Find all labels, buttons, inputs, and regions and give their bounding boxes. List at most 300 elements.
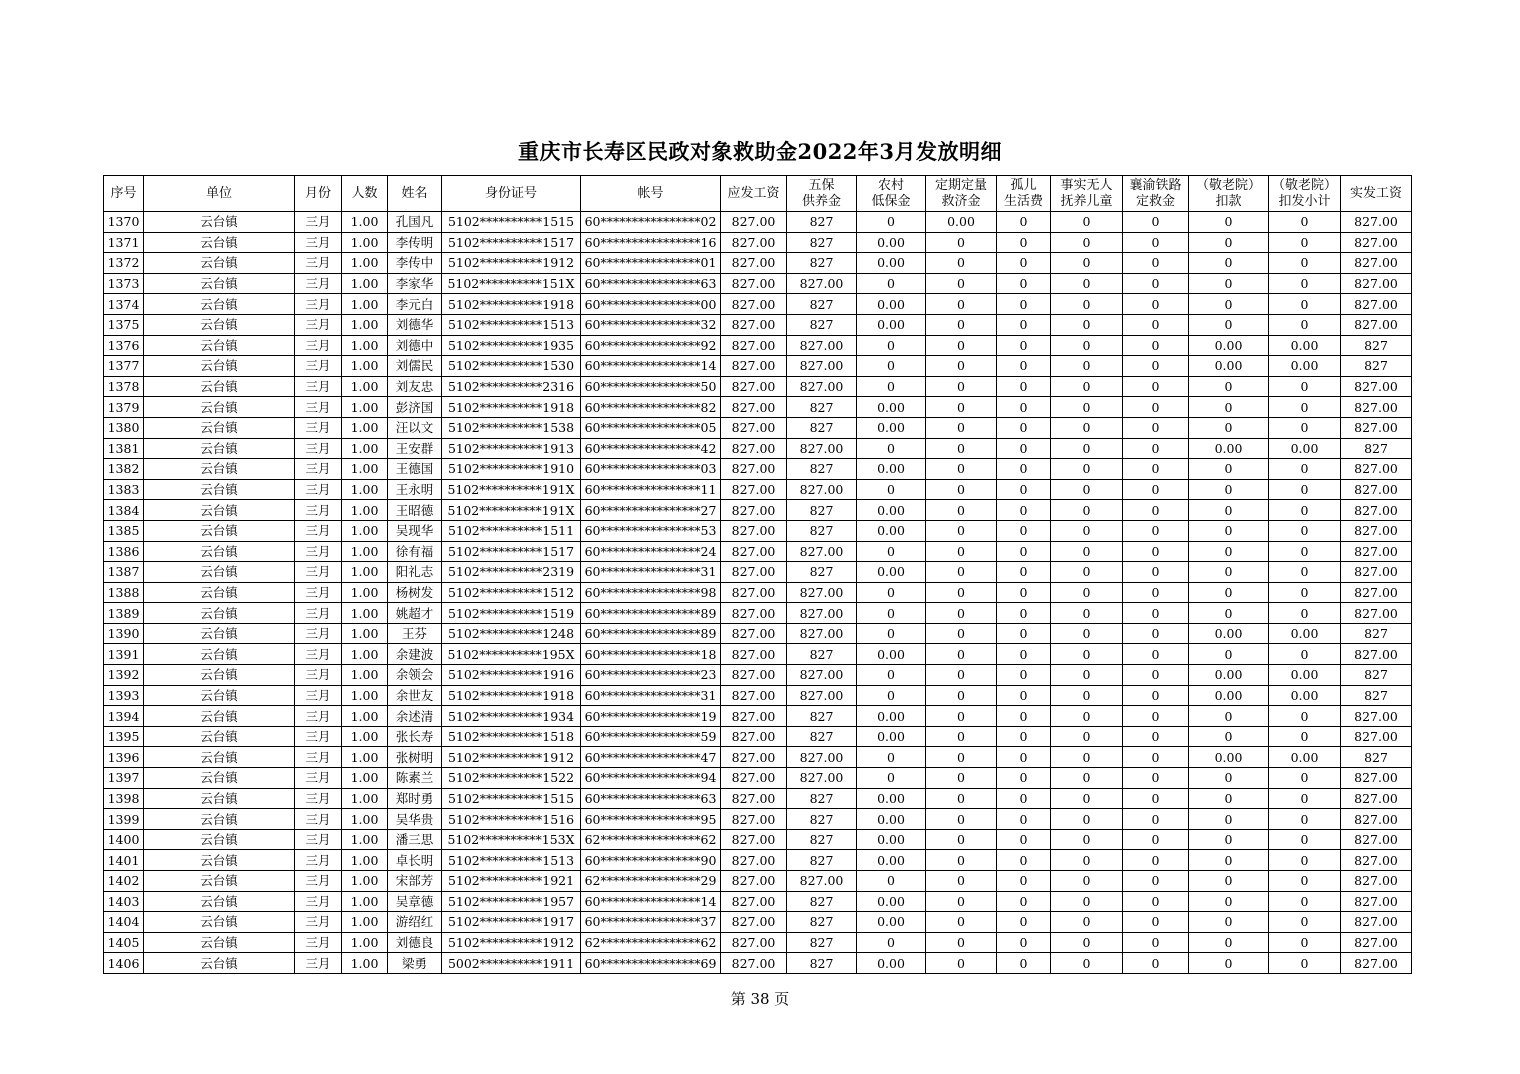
table-cell: 0: [1123, 479, 1189, 500]
table-row: [104, 273, 1412, 294]
table-cell: 827: [787, 520, 857, 541]
table-cell: 0: [926, 747, 997, 768]
table-cell: 0.00: [857, 314, 926, 335]
table-cell: 0: [1123, 438, 1189, 459]
table-cell: 827.00: [721, 850, 787, 871]
table-cell: 0: [997, 768, 1051, 789]
table-cell: 0: [1051, 562, 1123, 583]
table-row: [104, 232, 1412, 253]
table-cell: 60****************18: [581, 644, 721, 665]
column-header: [342, 176, 388, 212]
table-cell: 1370: [104, 212, 144, 233]
table-cell: 0: [1123, 397, 1189, 418]
table-cell: 60****************50: [581, 376, 721, 397]
column-header-line: 供养金: [801, 193, 841, 209]
table-cell: 0.00: [1269, 685, 1341, 706]
table-row: [104, 356, 1412, 377]
table-cell: 62****************62: [581, 932, 721, 953]
table-cell: 0.00: [1269, 747, 1341, 768]
table-cell: 5102**********1538: [442, 417, 581, 438]
table-cell: 60****************19: [581, 706, 721, 727]
table-cell: 0.00: [926, 212, 997, 233]
table-cell: 0.00: [857, 788, 926, 809]
table-cell: 60****************89: [581, 623, 721, 644]
table-cell: 5102**********1517: [442, 232, 581, 253]
table-cell: 1.00: [342, 788, 388, 809]
table-row: [104, 809, 1412, 830]
table-cell: 0: [1189, 253, 1269, 274]
table-cell: 60****************53: [581, 520, 721, 541]
table-cell: 0: [926, 623, 997, 644]
table-cell: 0: [1123, 644, 1189, 665]
table-cell: 827.00: [787, 747, 857, 768]
column-header: [295, 176, 342, 212]
table-cell: 0: [1189, 891, 1269, 912]
table-row: [104, 212, 1412, 233]
table-cell: 0: [1051, 459, 1123, 480]
table-cell: 云台镇: [144, 314, 295, 335]
table-cell: 0: [926, 459, 997, 480]
table-cell: 60****************69: [581, 953, 721, 974]
table-row: [104, 479, 1412, 500]
table-cell: 827.00: [721, 685, 787, 706]
table-cell: 0: [926, 314, 997, 335]
table-cell: 1.00: [342, 541, 388, 562]
table-cell: 0: [926, 520, 997, 541]
table-cell: 三月: [295, 644, 342, 665]
table-cell: 0: [926, 788, 997, 809]
table-cell: 827.00: [787, 623, 857, 644]
column-header-line: 序号: [110, 186, 137, 201]
table-cell: 827.00: [1341, 768, 1412, 789]
table-cell: 60****************01: [581, 253, 721, 274]
table-cell: 827: [787, 562, 857, 583]
table-row: [104, 541, 1412, 562]
table-cell: 0: [926, 706, 997, 727]
column-header-line: 定救金: [1135, 193, 1175, 209]
table-cell: 827.00: [1341, 891, 1412, 912]
table-cell: 云台镇: [144, 850, 295, 871]
table-cell: 0: [857, 623, 926, 644]
table-cell: 1393: [104, 685, 144, 706]
table-cell: 0.00: [857, 417, 926, 438]
table-cell: 0.00: [857, 891, 926, 912]
table-cell: 0: [1123, 520, 1189, 541]
table-cell: 827.00: [721, 335, 787, 356]
table-cell: 云台镇: [144, 747, 295, 768]
table-cell: 0: [997, 644, 1051, 665]
table-cell: 60****************24: [581, 541, 721, 562]
table-cell: 0: [1123, 417, 1189, 438]
table-cell: 三月: [295, 541, 342, 562]
table-cell: 1382: [104, 459, 144, 480]
table-cell: 0: [926, 809, 997, 830]
table-cell: 827.00: [1341, 273, 1412, 294]
table-cell: 827.00: [721, 397, 787, 418]
table-cell: 827.00: [1341, 562, 1412, 583]
table-cell: 0: [1269, 850, 1341, 871]
table-cell: 827: [787, 953, 857, 974]
table-cell: 1406: [104, 953, 144, 974]
table-cell: 三月: [295, 912, 342, 933]
table-cell: 0: [997, 541, 1051, 562]
table-cell: 1405: [104, 932, 144, 953]
column-header-line: 襄渝铁路: [1129, 177, 1182, 193]
table-cell: 游绍红: [388, 912, 442, 933]
table-cell: 0: [926, 726, 997, 747]
column-header-line: 扣发小计: [1278, 193, 1331, 209]
table-cell: 0: [926, 294, 997, 315]
table-cell: 0.00: [857, 562, 926, 583]
table-cell: 三月: [295, 294, 342, 315]
table-cell: 827.00: [1341, 809, 1412, 830]
table-cell: 5102**********1522: [442, 768, 581, 789]
table-cell: 云台镇: [144, 644, 295, 665]
table-cell: 1403: [104, 891, 144, 912]
table-cell: 1.00: [342, 809, 388, 830]
page-number: 第 38 页: [730, 990, 790, 1008]
table-cell: 刘德中: [388, 335, 442, 356]
table-cell: 0: [1051, 417, 1123, 438]
table-row: [104, 314, 1412, 335]
table-cell: 0: [1189, 273, 1269, 294]
table-cell: 1385: [104, 520, 144, 541]
table-row: [104, 665, 1412, 686]
table-cell: 0: [1051, 314, 1123, 335]
table-cell: 三月: [295, 768, 342, 789]
table-cell: 0: [926, 871, 997, 892]
table-cell: 827.00: [787, 479, 857, 500]
table-row: [104, 397, 1412, 418]
table-cell: 0: [1051, 706, 1123, 727]
table-cell: 827.00: [787, 541, 857, 562]
table-cell: 0: [1051, 623, 1123, 644]
table-cell: 0: [1123, 932, 1189, 953]
table-cell: 827.00: [721, 747, 787, 768]
table-cell: 5102**********2319: [442, 562, 581, 583]
table-cell: 0.00: [857, 500, 926, 521]
table-row: [104, 850, 1412, 871]
table-cell: 0.00: [1269, 335, 1341, 356]
table-cell: 827.00: [721, 582, 787, 603]
table-cell: 0: [997, 397, 1051, 418]
table-cell: 0: [1123, 623, 1189, 644]
table-cell: 827.00: [1341, 932, 1412, 953]
table-cell: 0: [926, 644, 997, 665]
table-cell: 827: [787, 644, 857, 665]
table-cell: 0: [926, 768, 997, 789]
table-cell: 1379: [104, 397, 144, 418]
table-cell: 1.00: [342, 417, 388, 438]
table-cell: 0: [926, 273, 997, 294]
table-cell: 1.00: [342, 665, 388, 686]
table-cell: 5102**********151X: [442, 273, 581, 294]
table-cell: 0: [1051, 726, 1123, 747]
table-cell: 827: [787, 253, 857, 274]
table-cell: 62****************62: [581, 829, 721, 850]
table-cell: 827: [787, 314, 857, 335]
table-cell: 0: [1051, 685, 1123, 706]
table-cell: 60****************63: [581, 788, 721, 809]
table-cell: 三月: [295, 520, 342, 541]
table-cell: 5102**********1913: [442, 438, 581, 459]
table-cell: 0: [926, 562, 997, 583]
table-cell: 5002**********1911: [442, 953, 581, 974]
table-cell: 827.00: [1341, 232, 1412, 253]
table-cell: 云台镇: [144, 562, 295, 583]
table-cell: 云台镇: [144, 253, 295, 274]
table-cell: 0: [1269, 768, 1341, 789]
table-cell: 云台镇: [144, 623, 295, 644]
table-cell: 0: [1269, 582, 1341, 603]
table-cell: 0: [997, 953, 1051, 974]
table-cell: 827.00: [1341, 417, 1412, 438]
table-body: [104, 212, 1412, 974]
table-cell: 三月: [295, 417, 342, 438]
table-cell: 60****************31: [581, 562, 721, 583]
table-row: [104, 871, 1412, 892]
table-cell: 827: [787, 500, 857, 521]
column-header-line: （敬老院）: [1195, 177, 1261, 193]
table-cell: 827.00: [1341, 788, 1412, 809]
table-cell: 0.00: [857, 912, 926, 933]
table-cell: 0: [997, 500, 1051, 521]
table-cell: 0: [1123, 809, 1189, 830]
table-cell: 5102**********1935: [442, 335, 581, 356]
table-cell: 827.00: [721, 932, 787, 953]
table-cell: 卓长明: [388, 850, 442, 871]
table-cell: 三月: [295, 706, 342, 727]
table-cell: 827.00: [721, 788, 787, 809]
table-cell: 827: [787, 459, 857, 480]
table-cell: 0.00: [1189, 685, 1269, 706]
table-cell: 陈素兰: [388, 768, 442, 789]
table-cell: 云台镇: [144, 603, 295, 624]
table-cell: 60****************37: [581, 912, 721, 933]
column-header: [1341, 176, 1412, 212]
column-header: [388, 176, 442, 212]
table-row: [104, 768, 1412, 789]
table-cell: 云台镇: [144, 212, 295, 233]
table-cell: 1.00: [342, 623, 388, 644]
table-cell: 三月: [295, 212, 342, 233]
table-cell: 60****************98: [581, 582, 721, 603]
table-cell: 0: [857, 479, 926, 500]
table-cell: 1398: [104, 788, 144, 809]
table-cell: 827.00: [1341, 603, 1412, 624]
table-cell: 827: [787, 726, 857, 747]
table-cell: 0.00: [1189, 623, 1269, 644]
table-cell: 1.00: [342, 314, 388, 335]
table-cell: 1381: [104, 438, 144, 459]
table-cell: 1.00: [342, 829, 388, 850]
table-cell: 0: [926, 912, 997, 933]
table-cell: 云台镇: [144, 459, 295, 480]
table-row: [104, 726, 1412, 747]
table-row: [104, 438, 1412, 459]
table-cell: 李元白: [388, 294, 442, 315]
table-row: [104, 582, 1412, 603]
table-cell: 0.00: [1189, 438, 1269, 459]
table-cell: 0.00: [1189, 356, 1269, 377]
table-cell: 827: [1341, 685, 1412, 706]
table-cell: 5102**********1513: [442, 850, 581, 871]
table-cell: 0: [857, 376, 926, 397]
table-cell: 0: [1269, 809, 1341, 830]
table-cell: 三月: [295, 397, 342, 418]
table-cell: 1375: [104, 314, 144, 335]
table-cell: 0: [1189, 479, 1269, 500]
column-header-line: 身份证号: [484, 186, 537, 201]
table-cell: 0: [1189, 417, 1269, 438]
table-cell: 5102**********1517: [442, 541, 581, 562]
table-cell: 5102**********191X: [442, 479, 581, 500]
table-cell: 1401: [104, 850, 144, 871]
table-cell: 0: [1123, 500, 1189, 521]
table-cell: 5102**********1918: [442, 397, 581, 418]
table-cell: 0: [997, 665, 1051, 686]
table-cell: 0: [997, 685, 1051, 706]
table-cell: 827: [787, 788, 857, 809]
table-cell: 827.00: [1341, 912, 1412, 933]
table-cell: 0: [997, 726, 1051, 747]
table-cell: 5102**********1912: [442, 747, 581, 768]
column-header: [721, 176, 787, 212]
table-cell: 云台镇: [144, 479, 295, 500]
table-cell: 潘三思: [388, 829, 442, 850]
table-cell: 5102**********1519: [442, 603, 581, 624]
table-cell: 827.00: [787, 273, 857, 294]
table-cell: 827.00: [721, 273, 787, 294]
table-cell: 0: [857, 582, 926, 603]
table-cell: 三月: [295, 932, 342, 953]
table-cell: 827.00: [721, 912, 787, 933]
table-cell: 1.00: [342, 397, 388, 418]
table-cell: 0: [1123, 212, 1189, 233]
table-cell: 0: [1051, 479, 1123, 500]
table-cell: 5102**********153X: [442, 829, 581, 850]
column-header-line: 定期定量: [934, 177, 987, 193]
table-cell: 1383: [104, 479, 144, 500]
table-cell: 0: [997, 356, 1051, 377]
table-cell: 0: [857, 603, 926, 624]
table-cell: 0.00: [857, 726, 926, 747]
table-cell: 0: [1123, 376, 1189, 397]
table-row: [104, 294, 1412, 315]
table-cell: 0: [1189, 562, 1269, 583]
table-cell: 云台镇: [144, 953, 295, 974]
table-cell: 0: [997, 314, 1051, 335]
table-cell: 三月: [295, 376, 342, 397]
table-cell: 0: [1189, 459, 1269, 480]
column-header-line: 农村: [877, 177, 904, 193]
table-cell: 0: [997, 912, 1051, 933]
table-cell: 0: [1051, 212, 1123, 233]
table-cell: 60****************90: [581, 850, 721, 871]
table-cell: 云台镇: [144, 232, 295, 253]
table-cell: 三月: [295, 891, 342, 912]
column-header-line: 孤儿: [1010, 177, 1037, 193]
table-row: [104, 932, 1412, 953]
table-cell: 0: [857, 212, 926, 233]
table-cell: 三月: [295, 253, 342, 274]
table-cell: 827.00: [721, 665, 787, 686]
table-cell: 三月: [295, 603, 342, 624]
table-cell: 827: [787, 417, 857, 438]
table-cell: 0: [857, 356, 926, 377]
table-cell: 0: [1189, 850, 1269, 871]
table-cell: 0: [1051, 850, 1123, 871]
table-cell: 三月: [295, 809, 342, 830]
column-header-line: 实发工资: [1349, 186, 1402, 201]
table-cell: 0: [997, 459, 1051, 480]
table-cell: 827.00: [1341, 644, 1412, 665]
table-cell: 1.00: [342, 294, 388, 315]
table-cell: 云台镇: [144, 891, 295, 912]
table-cell: 827.00: [1341, 212, 1412, 233]
column-header-line: 救济金: [941, 193, 981, 209]
table-cell: 827.00: [721, 829, 787, 850]
table-cell: 5102**********1918: [442, 685, 581, 706]
header-row: [104, 176, 1412, 212]
table-cell: 吴华贵: [388, 809, 442, 830]
table-cell: 0: [1189, 314, 1269, 335]
table-cell: 62****************29: [581, 871, 721, 892]
table-cell: 0: [1189, 829, 1269, 850]
table-cell: 云台镇: [144, 912, 295, 933]
table-cell: 0: [1189, 706, 1269, 727]
table-cell: 0: [926, 500, 997, 521]
table-row: [104, 644, 1412, 665]
table-cell: 0: [997, 376, 1051, 397]
table-cell: 827.00: [721, 623, 787, 644]
table-cell: 0: [1051, 747, 1123, 768]
table-cell: 0: [1189, 603, 1269, 624]
table-cell: 三月: [295, 479, 342, 500]
table-row: [104, 912, 1412, 933]
table-cell: 0: [1269, 932, 1341, 953]
table-cell: 徐有福: [388, 541, 442, 562]
table-cell: 827.00: [1341, 479, 1412, 500]
table-cell: 0: [1123, 562, 1189, 583]
table-cell: 0: [997, 335, 1051, 356]
table-cell: 1389: [104, 603, 144, 624]
table-cell: 0: [1269, 829, 1341, 850]
table-cell: 0: [1051, 871, 1123, 892]
table-cell: 0: [926, 829, 997, 850]
table-cell: 827.00: [721, 356, 787, 377]
table-cell: 0: [1189, 294, 1269, 315]
table-cell: 827.00: [787, 871, 857, 892]
table-cell: 1.00: [342, 932, 388, 953]
table-cell: 0: [1269, 726, 1341, 747]
table-cell: 827: [1341, 665, 1412, 686]
table-row: [104, 603, 1412, 624]
table-cell: 827.00: [721, 809, 787, 830]
table-cell: 刘友忠: [388, 376, 442, 397]
table-cell: 0: [1269, 397, 1341, 418]
table-cell: 0: [1269, 891, 1341, 912]
table-cell: 三月: [295, 232, 342, 253]
table-cell: 1386: [104, 541, 144, 562]
table-cell: 刘儒民: [388, 356, 442, 377]
table-cell: 827.00: [1341, 541, 1412, 562]
table-cell: 0: [1123, 891, 1189, 912]
table-cell: 刘德良: [388, 932, 442, 953]
table-cell: 0: [1123, 665, 1189, 686]
table-cell: 三月: [295, 665, 342, 686]
relief-fund-table: [103, 175, 1412, 974]
